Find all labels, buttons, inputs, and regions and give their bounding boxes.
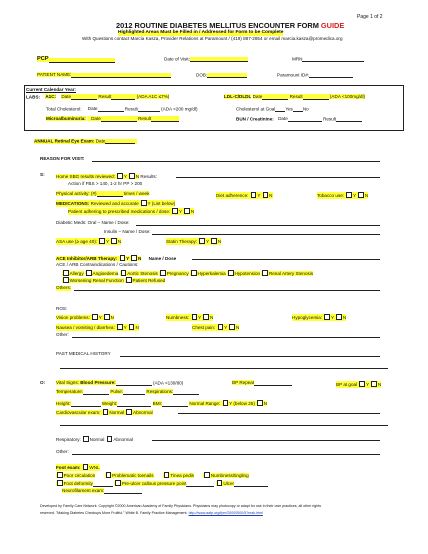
pre-ulcer-field[interactable] (186, 482, 214, 487)
chest-y: Y (224, 325, 228, 331)
height-label: Height: (56, 401, 71, 407)
resp-field[interactable] (173, 390, 199, 395)
physical-group (56, 191, 149, 196)
hypoglycemia-y-checkbox[interactable] (324, 314, 330, 320)
footer-link[interactable]: http://www.aafp.org/fpm/20000500/5?mak.html (188, 511, 263, 515)
labs-heading: Current Calendar Year: (26, 87, 76, 92)
aortic-checkbox[interactable] (121, 270, 127, 276)
hypoglycemia-n-checkbox[interactable] (336, 314, 342, 320)
pmh-label: PAST MEDICAL HISTORY (56, 351, 111, 356)
paramount-label: Paramount ID#: (277, 72, 310, 78)
adherent-row (68, 208, 194, 215)
adherent-y-checkbox[interactable] (172, 208, 178, 214)
numbness-y: Y (198, 315, 202, 321)
numbness-n-checkbox[interactable] (203, 314, 209, 320)
diet-n: N (269, 193, 273, 199)
ros-other-field[interactable] (72, 333, 380, 338)
chol-row (46, 107, 197, 112)
diet-n-checkbox[interactable] (263, 192, 269, 198)
cardio-line-2[interactable] (60, 425, 388, 426)
ace-n-checkbox[interactable] (131, 255, 137, 261)
home-sbg-y-checkbox[interactable] (117, 173, 123, 179)
temp-field[interactable] (83, 390, 109, 395)
micro-date-label: Date (91, 116, 101, 122)
footer-line-2 (40, 512, 263, 516)
asa-row (56, 238, 121, 245)
normal-range-n-checkbox[interactable] (257, 400, 263, 406)
vision-label: Vision problems: (56, 315, 90, 321)
vision-n-checkbox[interactable] (104, 314, 110, 320)
contra-row-2 (62, 277, 165, 284)
toenails-label: Problematic toenails (112, 473, 154, 479)
tinea-group (163, 473, 194, 478)
refused-checkbox[interactable] (126, 277, 132, 283)
tinea-label: Tinea pedis (170, 473, 194, 479)
resp-label: Respirations: (146, 389, 174, 395)
ulcer-label: Ulcer (223, 481, 235, 487)
pre-ulcer-group (114, 481, 186, 486)
normal-range-group (189, 401, 267, 406)
title-guide: GUIDE (320, 21, 345, 30)
home-sbg-row (56, 173, 157, 180)
mrn-row (292, 57, 364, 62)
numb-ting-label: Numbness/tingling (210, 473, 249, 479)
contra-worsening (62, 278, 124, 283)
bp-repeat-field[interactable] (254, 381, 292, 386)
temp-label: Temperature: (56, 389, 84, 395)
pmh-field[interactable] (120, 352, 380, 357)
vital-row (56, 381, 183, 386)
bp-repeat-label: BP Repeat (232, 380, 255, 386)
contra-row-1 (62, 270, 313, 277)
tobacco-n-checkbox[interactable] (358, 192, 364, 198)
chol-date-field[interactable] (98, 107, 124, 112)
cardio-normal: Normal (109, 410, 125, 416)
ldl-label: LDL-C/DLDL (224, 94, 252, 100)
reviewed-label: Reviewed and accurate (90, 201, 139, 207)
retinal-label: ANNUAL Retinal Eye Exam: (34, 138, 95, 144)
oral-label: Diabetic Meds: Oral – Name / Dose: (56, 220, 130, 225)
ldl-target: (ADA <100mg/dl) (329, 94, 366, 100)
statin-n-checkbox[interactable] (211, 238, 217, 244)
paramount-field[interactable] (309, 73, 353, 78)
vital-group (56, 380, 116, 385)
oral-row (56, 221, 130, 226)
ace-name-dose-field[interactable] (192, 255, 380, 260)
hyperkalemia-label: Hyperkalemia (197, 271, 226, 277)
resp-abnormal: Abnormal (113, 437, 133, 443)
nausea-label: Nausea / vomiting / diarrhea: (56, 325, 115, 331)
others-label: Others: (56, 285, 72, 290)
retinal-date-label: Date (95, 138, 106, 144)
neuro-field[interactable] (104, 489, 142, 494)
ace-row (56, 255, 176, 262)
chest-label: Chest pain: (192, 325, 216, 331)
chol-goal-yes-field[interactable] (275, 107, 285, 112)
diet-y: Y (257, 193, 261, 199)
bp-goal-y-checkbox[interactable] (359, 381, 365, 387)
statin-label: Statin Therapy: (166, 239, 198, 245)
allergy-label: Allergy (69, 271, 84, 277)
bun-result-field[interactable] (336, 117, 362, 122)
ace-group (56, 256, 141, 261)
weight-label: Weight: (101, 401, 118, 407)
resp-exam-row (56, 436, 133, 443)
hypotension-checkbox[interactable] (228, 270, 234, 276)
cardio-label: Cardiovascular exam: (56, 410, 101, 416)
bp-field[interactable] (116, 381, 152, 386)
a1c-row (26, 95, 169, 100)
asa-n-checkbox[interactable] (111, 238, 117, 244)
cardio-normal-checkbox[interactable] (103, 409, 109, 415)
renal-checkbox[interactable] (262, 270, 268, 276)
reason-field[interactable] (92, 157, 380, 162)
wnl-checkbox[interactable] (83, 464, 89, 470)
footer-line-1: Developed by Family Care Network. Copyright ©2000 American Academy of Family Physicians. Physicians may photocopy or adapt for use in their own practices, all other rights (40, 504, 322, 508)
oral-field[interactable] (136, 221, 380, 226)
numbness-label: Numbness: (166, 315, 190, 321)
bmi-field[interactable] (162, 402, 188, 407)
bp-goal-y: Y (366, 382, 369, 388)
ldl-result-label: Result (289, 94, 303, 100)
worsening-label: Worsening Renal Function (69, 278, 124, 284)
a1c-fields (61, 94, 169, 99)
vision-y-checkbox[interactable] (92, 314, 98, 320)
nausea-n: N (135, 325, 139, 331)
physical-field[interactable] (97, 192, 123, 197)
medications-label: MEDICATIONS: (56, 201, 90, 207)
chest-n-checkbox[interactable] (229, 324, 235, 330)
bp-goal-label: BP at goal (336, 382, 358, 388)
allergy-checkbox[interactable] (63, 270, 69, 276)
pre-ulcer-checkbox[interactable] (115, 480, 121, 486)
tobacco-y: Y (352, 193, 356, 199)
hyperkalemia-checkbox[interactable] (191, 270, 197, 276)
foot-row-3 (56, 480, 268, 487)
chol-goal-no-field[interactable] (293, 107, 303, 112)
cardio-field[interactable] (178, 409, 380, 414)
hypoglycemia-label: Hypoglycemia: (292, 315, 323, 321)
date-visit-label: Date of Visit: (164, 56, 190, 62)
ace-name-dose-label: Name / Dose (148, 256, 177, 262)
angioedema-checkbox[interactable] (86, 270, 92, 276)
a1c-date-label: Date (61, 94, 72, 100)
home-sbg-y: Y (123, 174, 127, 180)
pulse-label: Pulse: (110, 389, 124, 395)
pulse-field[interactable] (123, 390, 145, 395)
reviewed-y-list: Y (List below) (147, 201, 176, 207)
physical-row (56, 192, 149, 197)
resp-normal-checkbox[interactable] (83, 436, 89, 442)
home-sbg-label: Home SBG results reviewed: (56, 174, 115, 180)
physical-label: Physical activity: (#) (56, 191, 97, 197)
results-field[interactable] (176, 173, 380, 178)
chol-result-field[interactable] (138, 107, 160, 112)
poor-circ-label: Poor circulation (63, 473, 96, 479)
a1c-date-field[interactable] (71, 95, 97, 100)
micro-label: Microalbuminuria: (46, 116, 86, 122)
medications-row (56, 200, 175, 207)
nausea-row (56, 324, 139, 331)
tobacco-n: N (364, 193, 369, 199)
home-sbg-n-checkbox[interactable] (129, 173, 135, 179)
action-text: Action if FBS > 140, 1-2 hr PP > 200 (68, 181, 143, 186)
footer-citation: reserved. "Making Diabetes Checkups More Fruitful." White B. Family Practice Management. (40, 511, 188, 515)
normal-range-label: Normal Range: (189, 401, 221, 407)
dob-label: DOB: (196, 72, 208, 78)
adherent-label: Patient adhering to prescribed medications / dose: (68, 209, 171, 215)
resp-exam-label: Respiratory: (56, 437, 81, 443)
deformity-label: Foot deformity (63, 481, 93, 487)
ace-n: N (138, 256, 142, 262)
numbness-y-checkbox[interactable] (192, 314, 198, 320)
s-label: S: (40, 172, 45, 177)
ace-label: ACE Inhibitor/ARB Therapy: (56, 256, 118, 262)
resp-exam-field[interactable] (152, 436, 380, 441)
a1c-label: A1C: (45, 94, 57, 100)
form-title (116, 22, 344, 29)
dob-field[interactable] (207, 73, 247, 78)
vision-row (56, 314, 114, 321)
vision-n: N (110, 315, 114, 321)
bp-goal-row (336, 381, 381, 388)
nausea-y-checkbox[interactable] (117, 324, 123, 330)
numb-ting-checkbox[interactable] (204, 472, 210, 478)
normal-range-y-below: Y (below 25) (229, 401, 255, 407)
title-main: 2012 ROUTINE DIABETES MELLITUS ENCOUNTER FORM (116, 21, 321, 30)
a1c-target: (ADA A1C ≤7%) (136, 94, 170, 100)
pcp-row (37, 57, 115, 63)
ldl-date-label: Date (252, 94, 263, 100)
cardio-group (56, 410, 153, 415)
home-sbg-group (56, 174, 139, 179)
deformity-field[interactable] (93, 482, 113, 487)
bun-label: BUN / Creatinine: (236, 116, 274, 122)
ulcer-field[interactable] (234, 482, 268, 487)
visit-date-row (164, 57, 248, 62)
ldl-date-field[interactable] (262, 95, 288, 100)
statin-y: Y (205, 239, 209, 245)
worsening-checkbox[interactable] (63, 277, 69, 283)
renal-label: Renal Artery Stenosis (268, 271, 314, 277)
chest-n: N (235, 325, 240, 331)
retinal-row (34, 139, 137, 144)
insulin-field[interactable] (152, 230, 380, 235)
bun-date-field[interactable] (288, 117, 322, 122)
others-field[interactable] (74, 286, 380, 291)
micro-fields (87, 116, 179, 121)
chol-result-label: Result (124, 106, 138, 112)
contra-renal (261, 271, 313, 276)
pcp-label: PCP (37, 56, 49, 62)
adherent-n-checkbox[interactable] (184, 208, 190, 214)
numb-ting-group (203, 473, 248, 478)
resp-abnormal-checkbox[interactable] (107, 436, 113, 442)
contact-line: With Questions contact Marcia Kasza, Provider Relations at Paramount / (419) 887-2854 or email marcia.kasza@promedica.org (82, 36, 343, 41)
insulin-label: Insulin – Name / Dose: (104, 229, 151, 234)
nausea-y: Y (123, 325, 127, 331)
tinea-checkbox[interactable] (164, 472, 170, 478)
bun-result-label: Result (323, 116, 337, 122)
micro-row (46, 117, 179, 122)
foot-label: Foot exam: (56, 465, 81, 471)
micro-result-label: Result (138, 116, 152, 122)
bp-target: (ADA <130/80) (152, 380, 184, 386)
micro-result-field[interactable] (151, 117, 179, 122)
chest-row (192, 324, 239, 331)
diet-y-checkbox[interactable] (251, 192, 257, 198)
hypoglycemia-y: Y (331, 315, 334, 321)
a1c-result-label: Result (98, 94, 112, 100)
diet-label: Diet adherence: (216, 193, 249, 199)
contra-angioedema (85, 271, 118, 276)
mrn-label: MRN (292, 56, 303, 62)
pregnancy-label: Pregnancy (166, 271, 189, 277)
contra-pregnancy (159, 271, 189, 276)
chol-date-label: Date (87, 106, 98, 112)
ace-y-checkbox[interactable] (120, 255, 126, 261)
patient-name-field[interactable] (71, 73, 171, 78)
reason-label: REASON FOR VISIT: (40, 156, 85, 161)
weight-field[interactable] (117, 402, 151, 407)
bp-goal-n-checkbox[interactable] (371, 381, 377, 387)
asa-y: Y (105, 239, 109, 245)
cardio-row (56, 409, 153, 416)
retinal-date-field[interactable] (105, 139, 135, 144)
ace-y: Y (126, 256, 130, 262)
o-label: O: (40, 380, 46, 385)
numbness-n: N (209, 315, 214, 321)
paramount-row (277, 73, 353, 78)
chol-target: (ADA <200 mg/dl) (161, 106, 198, 112)
contra-hyperkalemia (190, 271, 226, 276)
mrn-field[interactable] (302, 57, 364, 62)
contra-aortic (120, 271, 158, 276)
chol-goal-yes: Yes (285, 106, 293, 112)
page-number: Page 1 of 2 (357, 14, 383, 20)
poor-circ-checkbox[interactable] (57, 472, 63, 478)
chol-goal-no: No (302, 106, 309, 112)
bun-row (236, 117, 362, 122)
contra-refused (125, 278, 165, 283)
patient-name-label: PATIENT NAME: (37, 72, 72, 78)
statin-y-checkbox[interactable] (199, 238, 205, 244)
statin-row (166, 238, 221, 245)
patient-name-row (37, 73, 171, 78)
neuro-label: Neurofilament exam: (62, 488, 105, 494)
bp-repeat-row (232, 381, 292, 386)
foot-row-2 (56, 472, 249, 479)
angioedema-label: Angioedema (92, 271, 119, 277)
asa-y-checkbox[interactable] (99, 238, 105, 244)
pmh-line-2[interactable] (60, 368, 388, 369)
temp-row (56, 390, 199, 395)
resp-normal: Normal (89, 437, 105, 443)
statin-n: N (217, 239, 222, 245)
bmi-label: BMI: (152, 401, 163, 407)
height-field[interactable] (71, 402, 101, 407)
cardio-abnormal: Abnormal (133, 410, 153, 416)
wnl-label: WNL (89, 465, 100, 471)
ldl-fields (253, 94, 365, 99)
deformity-checkbox[interactable] (57, 480, 63, 486)
diet-row (216, 192, 273, 199)
results-label: Results: (140, 174, 157, 180)
o-other-label: Other: (56, 449, 69, 454)
asa-label: ASA use (≥ age 40): (56, 239, 98, 245)
home-sbg-n: N (135, 174, 140, 180)
deformity-group (56, 481, 93, 486)
numbness-row (166, 314, 213, 321)
contra-label: ACE / ARB Contraindications / Cautions: (56, 262, 139, 267)
ldl-result-field[interactable] (303, 95, 329, 100)
chol-label: Total Cholesterol: (46, 106, 82, 112)
pcp-field[interactable] (49, 58, 115, 63)
labs-label: LABS: (26, 94, 41, 100)
bun-date-label: Date (278, 116, 288, 122)
neuro-row (62, 489, 142, 494)
bp-goal-n: N (377, 382, 382, 388)
hypoglycemia-row (292, 314, 346, 321)
micro-date-field[interactable] (101, 117, 137, 122)
hypoglycemia-n: N (342, 315, 347, 321)
nausea-n-checkbox[interactable] (129, 324, 135, 330)
normal-range-y-checkbox[interactable] (223, 400, 229, 406)
tobacco-label: Tobacco use: (317, 193, 345, 199)
vital-label: Vital Signs: (56, 380, 79, 386)
ulcer-checkbox[interactable] (217, 480, 223, 486)
contra-hypotension (227, 271, 260, 276)
ros-other-label: Other: (56, 332, 69, 337)
chol-goal-label: Cholesterol at Goal (236, 106, 276, 112)
times-week-label: times / week (123, 191, 150, 197)
reviewed-y-checkbox[interactable] (141, 200, 147, 206)
form-subtitle: Highlighted Areas Must be Filled in / Addressed for Form to be Complete (118, 30, 284, 35)
hypotension-label: Hypotension (234, 271, 261, 277)
contra-allergy (62, 271, 84, 276)
pre-ulcer-label: Pre-ulcer callous pressure point (121, 481, 187, 487)
vision-group (56, 315, 114, 320)
ros-label: ROS: (56, 306, 68, 311)
cardio-abnormal-checkbox[interactable] (126, 409, 132, 415)
toenails-group (105, 473, 154, 478)
toenails-checkbox[interactable] (106, 472, 112, 478)
normal-range-n: N (263, 401, 268, 407)
height-row (56, 400, 267, 407)
ulcer-group (216, 481, 234, 486)
chol-goal-row (236, 107, 309, 112)
asa-n: N (117, 239, 122, 245)
refused-label: Patient Refused (132, 278, 166, 284)
pregnancy-checkbox[interactable] (160, 270, 166, 276)
date-visit-field[interactable] (190, 57, 248, 62)
adherent-y: Y (179, 209, 183, 215)
tobacco-row (317, 192, 368, 199)
o-other-field[interactable] (72, 450, 380, 455)
poor-circ-group (56, 473, 95, 478)
bp-label: Blood Pressure: (80, 380, 116, 386)
vision-y: Y (98, 315, 102, 321)
aortic-label: Aortic Stenosis (127, 271, 158, 277)
chest-y-checkbox[interactable] (218, 324, 224, 330)
tobacco-y-checkbox[interactable] (346, 192, 352, 198)
ldl-row (224, 95, 365, 100)
adherent-n: N (190, 209, 195, 215)
foot-row (56, 464, 100, 471)
dob-row (196, 73, 247, 78)
a1c-result-field[interactable] (111, 95, 135, 100)
